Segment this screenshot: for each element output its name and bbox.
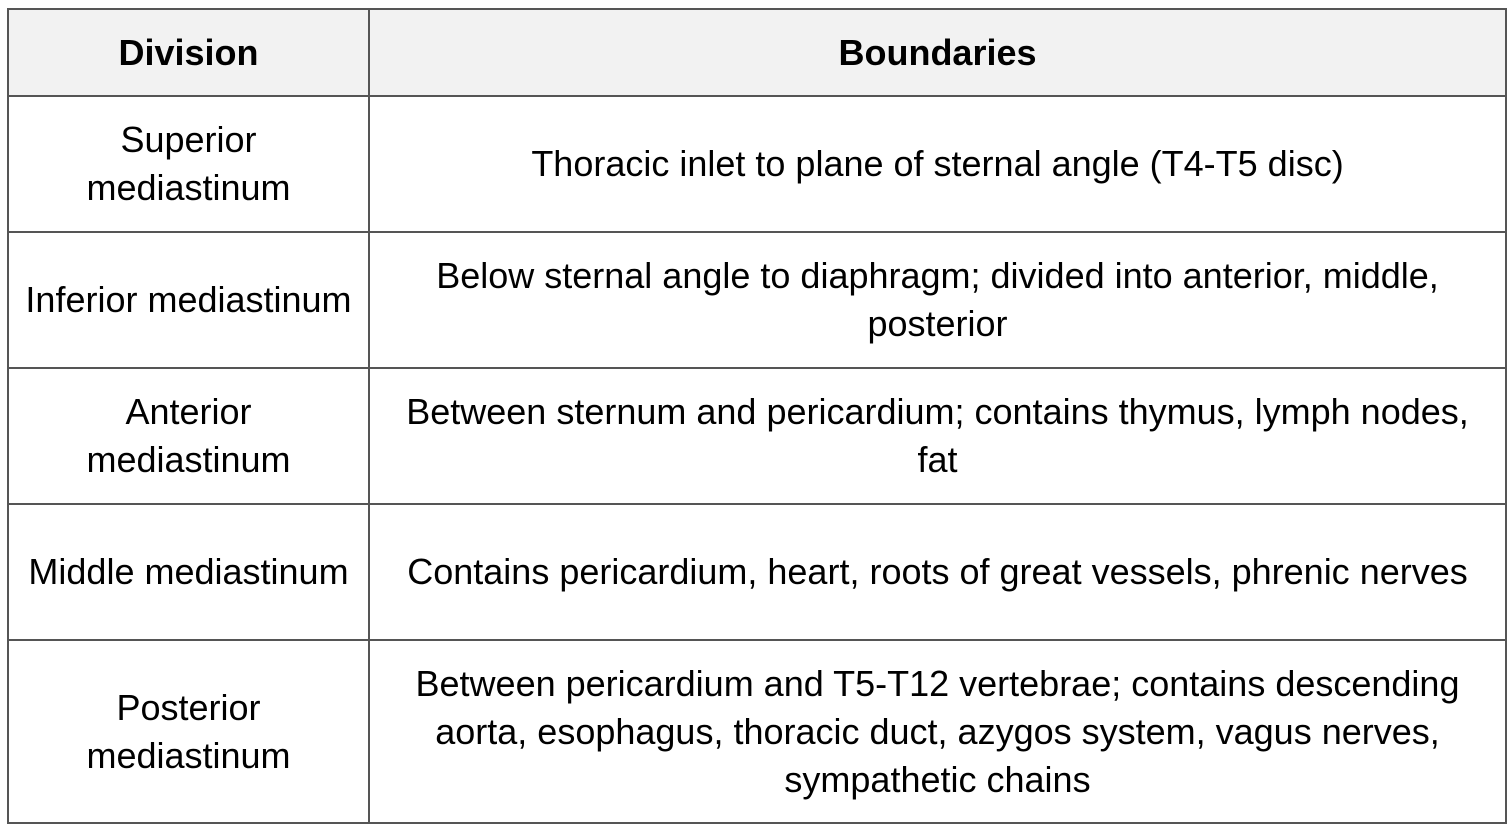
table-row <box>8 640 1506 823</box>
header-division: Division <box>8 9 369 96</box>
division-cell: Posterior mediastinum <box>8 640 369 823</box>
division-cell: Inferior mediastinum <box>8 232 369 368</box>
table-body <box>8 96 1506 823</box>
boundaries-cell: Contains pericardium, heart, roots of great vessels, phrenic nerves <box>369 504 1506 640</box>
boundaries-cell: Below sternal angle to diaphragm; divided into anterior, middle, posterior <box>369 232 1506 368</box>
mediastinum-divisions-table <box>7 8 1507 824</box>
division-cell: Anterior mediastinum <box>8 368 369 504</box>
table-row <box>8 504 1506 640</box>
table-header <box>8 9 1506 96</box>
boundaries-cell: Thoracic inlet to plane of sternal angle (T4-T5 disc) <box>369 96 1506 232</box>
table-row <box>8 368 1506 504</box>
boundaries-cell: Between pericardium and T5-T12 vertebrae; contains descending aorta, esophagus, thoracic duct, azygos system, vagus nerves, sympathetic chains <box>369 640 1506 823</box>
table-row <box>8 232 1506 368</box>
header-boundaries: Boundaries <box>369 9 1506 96</box>
boundaries-cell: Between sternum and pericardium; contains thymus, lymph nodes, fat <box>369 368 1506 504</box>
division-cell: Middle mediastinum <box>8 504 369 640</box>
division-cell: Superior mediastinum <box>8 96 369 232</box>
table-row <box>8 96 1506 232</box>
header-row <box>8 9 1506 96</box>
